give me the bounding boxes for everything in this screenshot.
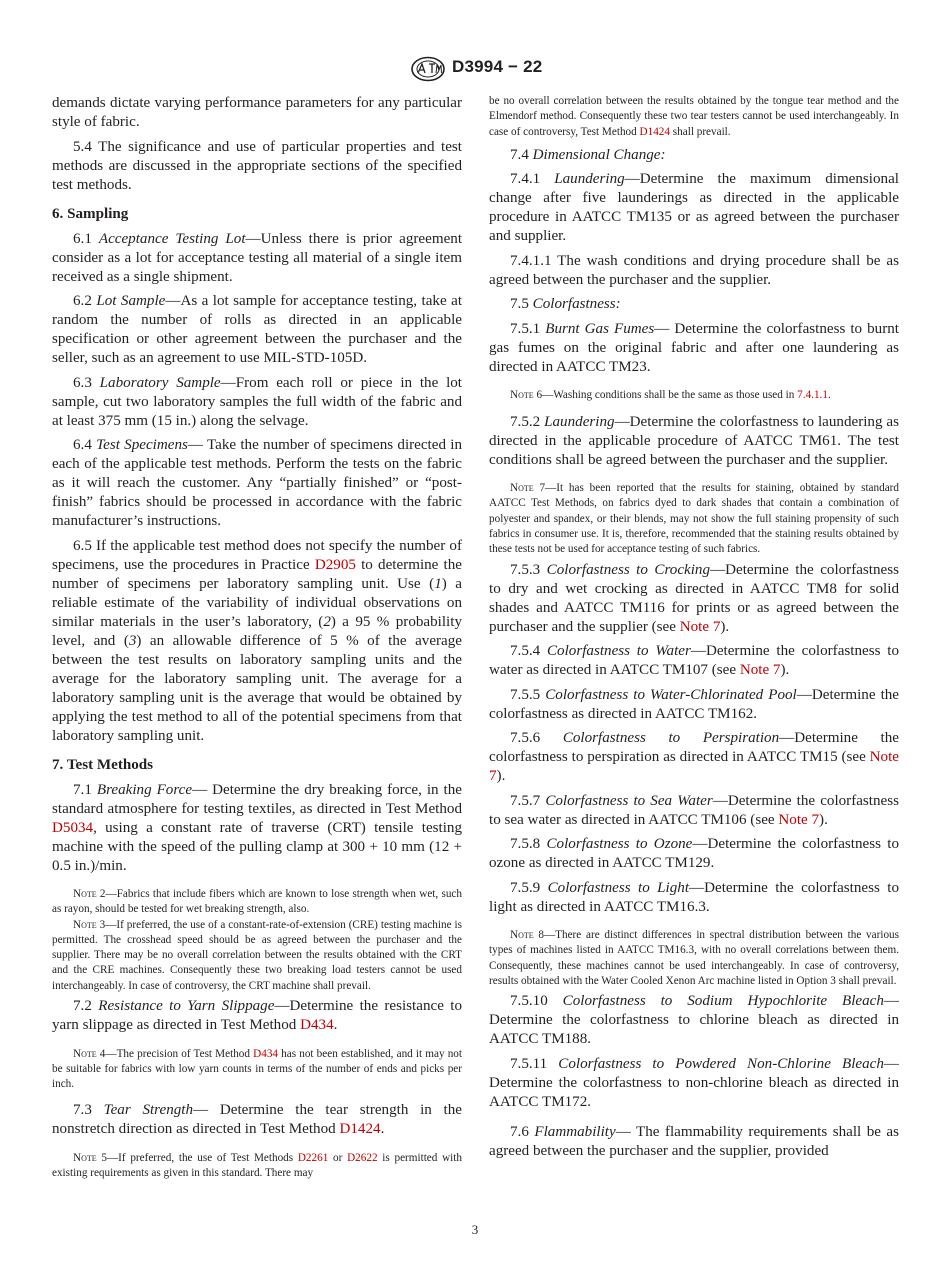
- link-d434[interactable]: D434: [300, 1017, 334, 1034]
- paragraph-7-5: 7.5 Colorfastness:: [510, 296, 621, 313]
- note-5-continued: be no overall correlation between the results obtained by the tongue tear method and the Elmendorf method. Consequently these two tear testers cannot be used interchangeably. In case of controversy, Test Method D1424 shall prevail.: [489, 95, 899, 138]
- link-note-7[interactable]: Note 7: [679, 618, 721, 635]
- paragraph-7-4-1: 7.4.1 Laundering—Determine the maximum dimensional change after five launderings as directed in the applicable procedure in AATCC TM135 or as agreed between the purchaser and supplier.: [489, 171, 899, 245]
- page-header: [0, 56, 950, 86]
- paragraph-6-1: 6.1 Acceptance Testing Lot—Unless there is prior agreement consider as a lot for acceptance testing all material of a single item received as a single shipment.: [52, 230, 463, 285]
- paragraph-5-4: 5.4 The significance and use of particular properties and test methods are discussed in the appropriate sections of the specified test methods.: [52, 138, 462, 193]
- paragraph-7-4-1-1: 7.4.1.1 The wash conditions and drying procedure shall be as agreed between the purchaser and the supplier.: [489, 252, 899, 288]
- paragraph-7-5-6: 7.5.6 Colorfastness to Perspiration—Determine the colorfastness to perspiration as directed in AATCC TM15 (see Note 7).: [489, 730, 899, 785]
- paragraph-7-5-7: 7.5.7 Colorfastness to Sea Water—Determine the colorfastness to sea water as directed in AATCC TM106 (see Note 7).: [489, 792, 899, 828]
- paragraph-6-5: 6.5 If the applicable test method does not specify the number of specimens, use the procedures in Practice D2905 to determine the number of specimens per laboratory sampling unit. Use (1) a reliable estimate of the variability of individual observations on similar materials in the user’s laboratory, (2) a 95 % probability level, and (3) an allowable difference of 5 % of the average between the test results on laboratory sampling units and the average for the laboratory sampling unit. The average for a laboratory sampling unit is the average that would be obtained by applying the test method to all of the potential specimens from that laboratory sampling unit.: [52, 537, 463, 744]
- paragraph-7-5-3: 7.5.3 Colorfastness to Crocking—Determine the colorfastness to dry and wet crocking as directed in AATCC TM8 for solid shades and AATCC TM116 for prints or as agreed between the purchaser and the supplier (see Note 7).: [489, 561, 899, 635]
- left-column: [52, 94, 462, 1185]
- paragraph-7-5-2: 7.5.2 Laundering—Determine the colorfastness to laundering as directed in the applicable procedure of AATCC TM61. The test conditions shall be agreed between the purchaser and the supplier.: [489, 413, 899, 468]
- page-number: 3: [471, 1222, 479, 1237]
- designation: D3994 − 22: [452, 57, 543, 76]
- link-d2905[interactable]: D2905: [314, 556, 356, 573]
- section-heading-test-methods: 7. Test Methods: [52, 756, 154, 773]
- link-d2622[interactable]: D2622: [347, 1151, 378, 1164]
- paragraph-7-5-10: 7.5.10 Colorfastness to Sodium Hypochlorite Bleach—Determine the colorfastness to chlorine bleach as directed in AATCC TM188.: [489, 993, 899, 1048]
- paragraph-7-2: 7.2 Resistance to Yarn Slippage—Determine the resistance to yarn slippage as directed in Test Method D434.: [52, 998, 462, 1034]
- paragraph-7-3: 7.3 Tear Strength— Determine the tear strength in the nonstretch direction as directed in Test Method D1424.: [52, 1102, 462, 1138]
- paragraph-7-5-11: 7.5.11 Colorfastness to Powdered Non-Chlorine Bleach—Determine the colorfastness to non-chlorine bleach as directed in AATCC TM172.: [489, 1055, 899, 1110]
- paragraph-7-1: 7.1 Breaking Force— Determine the dry breaking force, in the standard atmosphere for testing textiles, as directed in Test Method D5034, using a constant rate of traverse (CRT) tensile testing machine with the speed of the pulling clamp at 300 + 10 mm (12 + 0.5 in.)/min.: [52, 781, 462, 874]
- paragraph-7-5-9: 7.5.9 Colorfastness to Light—Determine the colorfastness to light as directed in AATCC TM16.3.: [489, 879, 900, 915]
- paragraph-7-5-8: 7.5.8 Colorfastness to Ozone—Determine the colorfastness to ozone as directed in AATCC TM129.: [489, 836, 899, 872]
- paragraph-cont: demands dictate varying performance parameters for any particular style of fabric.: [52, 95, 462, 130]
- right-column: [489, 94, 899, 1167]
- link-note-7[interactable]: Note 7: [778, 811, 820, 828]
- link-7-4-1-1[interactable]: 7.4.1.1: [797, 389, 828, 402]
- paragraph-7-5-4: 7.5.4 Colorfastness to Water—Determine the colorfastness to water as directed in AATCC TM107 (see Note 7).: [489, 643, 899, 679]
- note-7: Note 7—It has been reported that the results for staining, obtained by standard AATCC Test Methods, on fabrics dyed to dark shades that contain a combination of polyester and spandex, or their blends, may not show the full staining propensity of such fabrics in consumer use. It is, therefore, recommended that the staining results obtained by these tests not be used for acceptance testing of such fabrics.: [489, 482, 899, 556]
- note-2: Note 2—Fabrics that include fibers which are known to lose strength when wet, such as rayon, should be tested for wet breaking strength, also.: [52, 888, 462, 916]
- link-d1424[interactable]: D1424: [339, 1121, 381, 1138]
- link-d5034[interactable]: D5034: [52, 819, 94, 836]
- link-d2261[interactable]: D2261: [297, 1151, 329, 1164]
- section-heading-sampling: 6. Sampling: [52, 205, 129, 222]
- link-d434-note[interactable]: D434: [253, 1047, 279, 1060]
- paragraph-7-5-5: 7.5.5 Colorfastness to Water-Chlorinated Pool—Determine the colorfastness as directed in AATCC TM162.: [489, 686, 900, 722]
- astm-logo-icon: [410, 56, 446, 82]
- paragraph-6-3: 6.3 Laboratory Sample—From each roll or piece in the lot sample, cut two laboratory samples the full width of the fabric and at least 375 mm (15 in.) along the selvage.: [52, 374, 462, 429]
- note-8: Note 8—There are distinct differences in spectral distribution between the various types of machines listed in AATCC TM16.3, with no overall correlations between them. Consequently, these machines cannot be used interchangeably. In case of controversy, results obtained with the Water Cooled Xenon Arc machine listed in Option 3 shall prevail.: [489, 929, 899, 988]
- note-6: Note 6—Washing conditions shall be the same as those used in 7.4.1.1.: [510, 389, 831, 402]
- paragraph-7-6: 7.6 Flammability— The flammability requirements shall be as agreed between the purchaser and the supplier, provided: [489, 1124, 900, 1160]
- paragraph-7-5-1: 7.5.1 Burnt Gas Fumes— Determine the colorfastness to burnt gas fumes on the original fabric and after one laundering as directed in AATCC TM23.: [489, 320, 899, 375]
- note-5: Note 5—If preferred, the use of Test Methods D2261 or D2622 is permitted with existing requirements as given in this standard. There may: [52, 1151, 462, 1180]
- link-note-7[interactable]: Note 7: [489, 749, 899, 785]
- paragraph-6-2: 6.2 Lot Sample—As a lot sample for acceptance testing, take at random the number of rolls as directed in an applicable specification or other agreement between the purchaser and the seller, such as an agreement to use MIL-STD-105D.: [52, 293, 463, 366]
- paragraph-7-4: 7.4 Dimensional Change:: [510, 146, 666, 163]
- link-note-7[interactable]: Note 7: [739, 662, 781, 679]
- note-4: Note 4—The precision of Test Method D434 has not been established, and it may not be suitable for fabrics with low yarn counts in terms of the number of ends and picks per inch.: [52, 1047, 462, 1091]
- paragraph-6-4: 6.4 Test Specimens— Take the number of specimens directed in each of the applicable test methods. Perform the tests on the fabric as it will reach the customer. Any “partially finished” or “post-finish” fabrics should be processed in accordance with the fabric manufacturer’s instructions.: [52, 437, 463, 529]
- link-d1424-note[interactable]: D1424: [639, 125, 670, 138]
- note-3: Note 3—If preferred, the use of a constant-rate-of-extension (CRE) testing machine is permitted. The crosshead speed should be as agreed between the purchaser and the supplier. There may be no overall correlation between the results obtained with the CRT and the CRE machines. Consequently these two breaking load testers cannot be used interchangeably. In case of controversy, the CRT machine shall prevail.: [52, 918, 462, 992]
